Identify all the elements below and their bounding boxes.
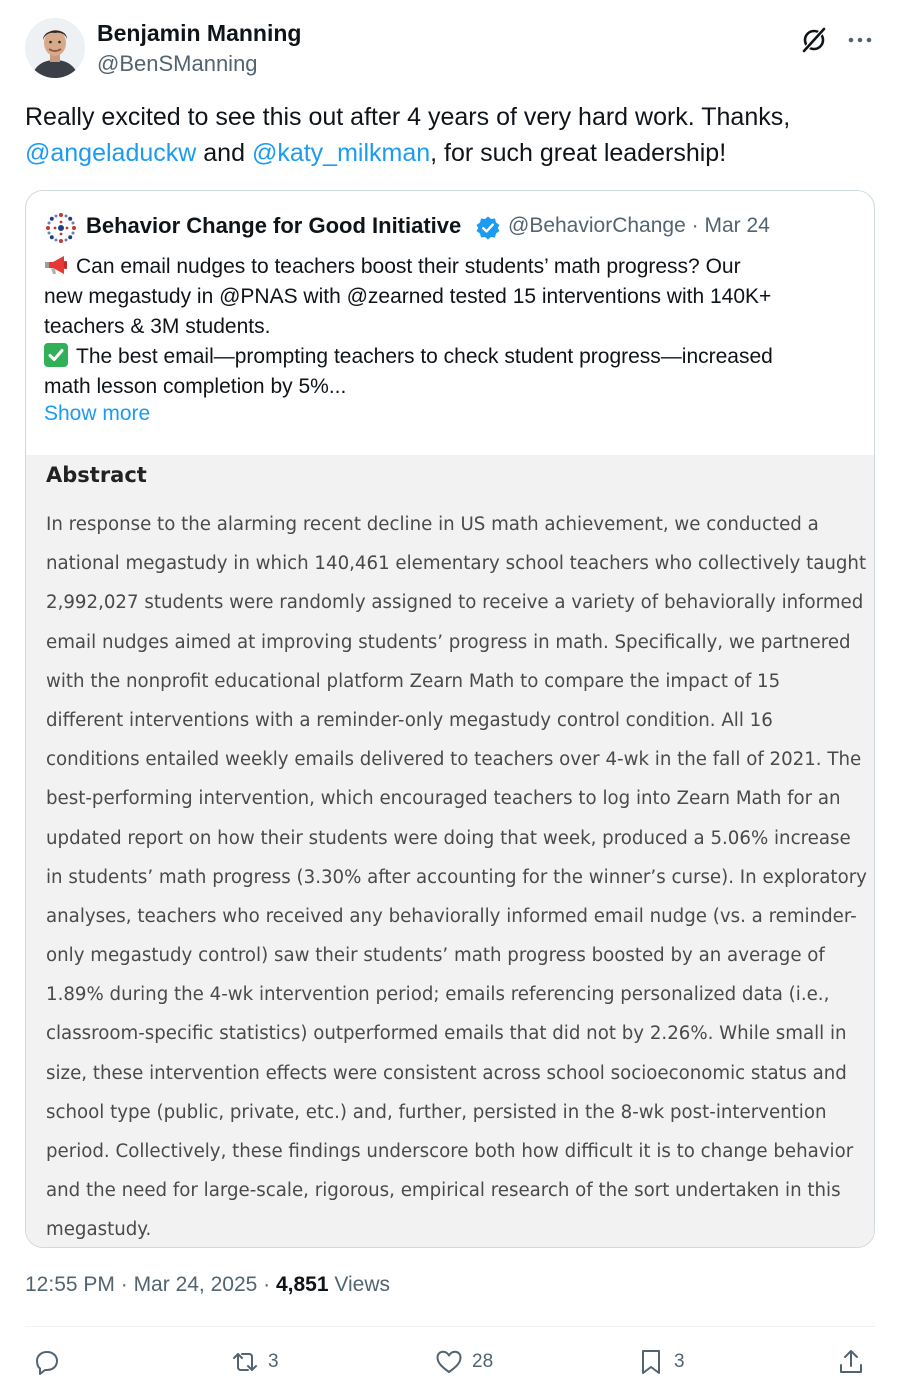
quoted-separator: · — [691, 214, 699, 237]
abstract-line: In response to the alarming recent decline in US math achievement, we conducted a — [46, 514, 819, 535]
quoted-author-name[interactable]: Behavior Change for Good Initiative — [86, 213, 462, 238]
abstract-image[interactable] — [26, 455, 874, 1247]
grok-icon[interactable] — [798, 24, 830, 56]
verified-badge-icon — [475, 215, 501, 241]
post-time[interactable]: 12:55 PM — [25, 1273, 115, 1296]
bookmark-icon — [636, 1347, 666, 1377]
abstract-line: 1.89% during the 4-wk intervention period; emails referencing personalized data (i.e., — [46, 984, 830, 1006]
reply-icon — [32, 1347, 62, 1377]
repost-count: 3 — [268, 1351, 279, 1372]
repost-icon — [230, 1347, 260, 1377]
abstract-title: Abstract — [46, 463, 147, 487]
abstract-line: period. Collectively, these findings underscore both how difficult it is to change behavior — [46, 1141, 854, 1162]
abstract-line: megastudy. — [46, 1219, 152, 1241]
quoted-text-line — [44, 252, 864, 282]
show-more-link[interactable]: Show more — [44, 402, 151, 425]
more-icon[interactable] — [846, 26, 874, 54]
divider — [25, 1326, 875, 1327]
bookmark-button[interactable] — [636, 1345, 685, 1379]
like-count: 28 — [472, 1351, 494, 1372]
abstract-line: only megastudy control) saw their students’ math progress boosted by an average of — [46, 945, 825, 967]
tweet-text-tail: , for such great leadership! — [430, 139, 727, 167]
author-name[interactable]: Benjamin Manning — [97, 20, 302, 46]
views-label: Views — [328, 1273, 391, 1296]
quoted-tweet-text — [44, 252, 864, 402]
quoted-text-line-5: math lesson completion by 5%... — [44, 375, 347, 398]
repost-button[interactable] — [230, 1345, 279, 1379]
abstract-line: best-performing intervention, which encouraged teachers to log into Zearn Math for an — [46, 788, 841, 810]
abstract-line: national megastudy in which 140,461 elementary school teachers who collectively taught — [46, 553, 867, 575]
quoted-date[interactable]: Mar 24 — [704, 214, 770, 237]
megaphone-emoji — [44, 254, 70, 276]
tweet-text-line1: Really excited to see this out after 4 years of very hard work. Thanks, — [25, 103, 791, 131]
quoted-author-logo[interactable] — [44, 211, 78, 245]
abstract-line: school type (public, private, etc.) and, further, persisted in the 8-wk post-intervention — [46, 1101, 827, 1123]
abstract-line: analyses, teachers who received any behaviorally informed email nudge (vs. a reminder- — [46, 905, 857, 927]
abstract-line: and the need for large-scale, rigorous, empirical research of the sort undertaken in this — [46, 1180, 841, 1202]
quoted-text-line-2: new megastudy in @PNAS with @zearned tested 15 interventions with 140K+ — [44, 285, 772, 308]
mention-katy-milkman[interactable]: @katy_milkman — [251, 139, 431, 167]
tweet-text-and: and — [196, 139, 252, 167]
abstract-line: in students’ math progress (3.30% after accounting for the winner’s curse). In exploratory — [46, 866, 867, 888]
mention-angeladuckw[interactable]: @angeladuckw — [25, 139, 197, 167]
meta-dot: · — [257, 1273, 276, 1296]
quoted-text-line-3: teachers & 3M students. — [44, 315, 271, 338]
abstract-line: updated report on how their students were doing that week, produced a 5.06% increase — [46, 827, 851, 849]
like-button[interactable] — [434, 1345, 493, 1379]
quoted-author-handle[interactable]: @BehaviorChange — [508, 214, 686, 237]
abstract-line: size, these intervention effects were consistent across school socioeconomic status and — [46, 1062, 847, 1084]
meta-dot: · — [114, 1273, 134, 1296]
author-avatar[interactable] — [25, 18, 85, 78]
views-count: 4,851 — [275, 1273, 329, 1296]
author-handle[interactable]: @BenSManning — [97, 51, 258, 76]
abstract-line: classroom-specific statistics) outperformed emails that did not by 2.26%. While small in — [46, 1023, 847, 1045]
post-meta — [25, 1273, 390, 1297]
quoted-text-line — [44, 342, 864, 372]
abstract-line: conditions entailed weekly emails delivered to teachers over 4-wk in the fall of 2021. The — [46, 749, 862, 771]
abstract-line: with the nonprofit educational platform Zearn Math to compare the impact of 15 — [46, 670, 781, 692]
quoted-text-line-1: Can email nudges to teachers boost their students’ math progress? Our — [76, 255, 741, 278]
quoted-tweet[interactable] — [25, 190, 875, 1248]
heart-icon — [434, 1347, 464, 1377]
tweet-text — [25, 99, 875, 171]
bookmark-count: 3 — [674, 1351, 685, 1372]
share-button[interactable] — [836, 1345, 866, 1379]
check-mark-emoji — [44, 343, 68, 367]
quoted-meta — [508, 214, 770, 238]
post-date[interactable]: Mar 24, 2025 — [133, 1273, 258, 1296]
abstract-body — [46, 510, 867, 1248]
abstract-line: 2,992,027 students were randomly assigned to receive a variety of behaviorally informed — [46, 592, 864, 614]
quoted-text-line-4: The best email—prompting teachers to check student progress—increased — [76, 345, 773, 368]
abstract-line: different interventions with a reminder-only megastudy control condition. All 16 — [46, 709, 773, 731]
share-icon — [836, 1347, 866, 1377]
reply-button[interactable] — [32, 1345, 62, 1379]
abstract-line: email nudges aimed at improving students’ progress in math. Specifically, we partnered — [46, 631, 851, 653]
